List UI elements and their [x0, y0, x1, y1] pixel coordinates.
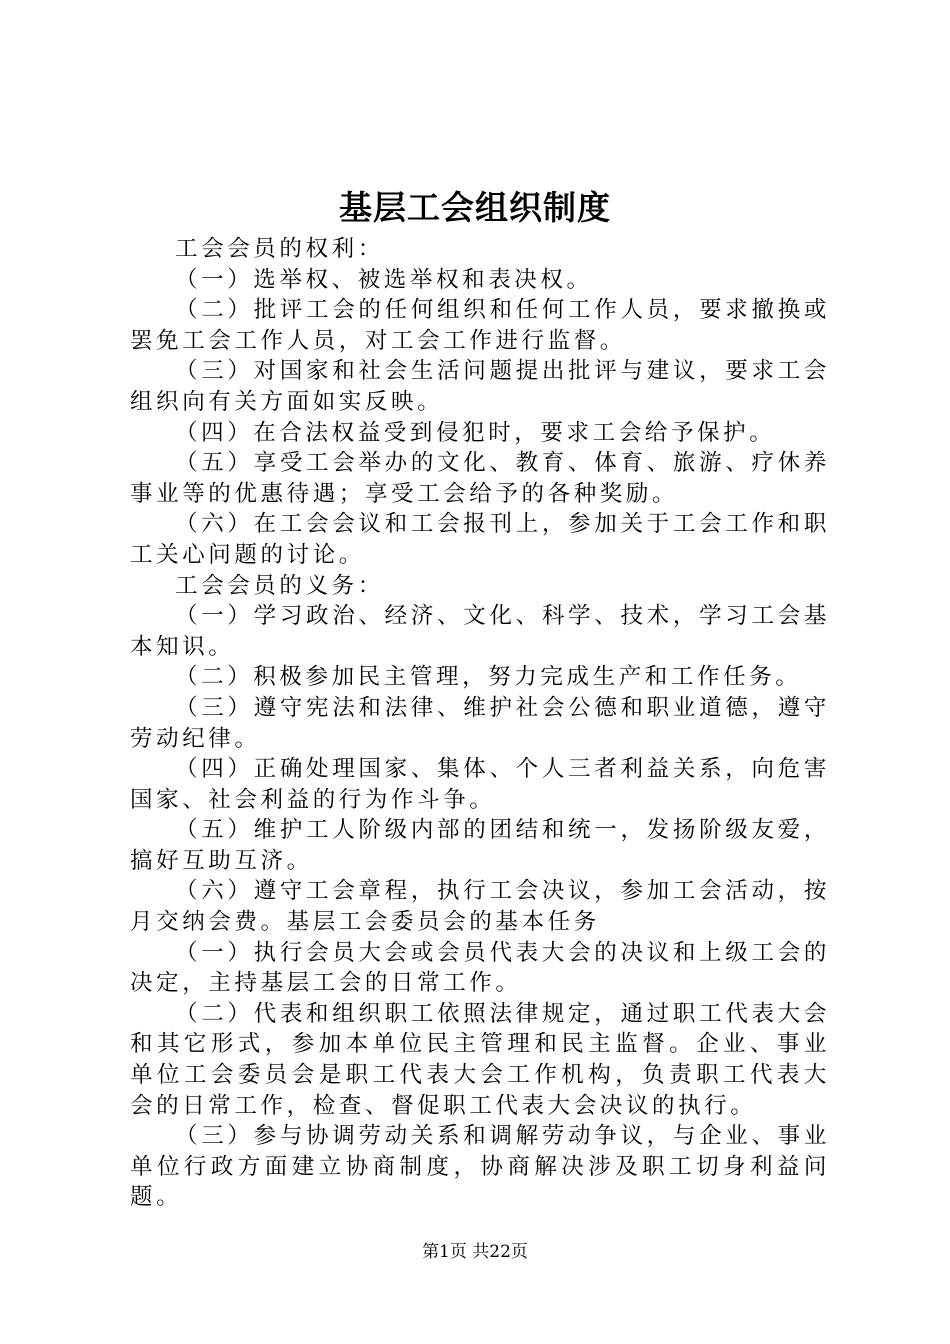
paragraph: （四）正确处理国家、集体、个人三者利益关系，向危害国家、社会利益的行为作斗争。 [130, 756, 830, 813]
paragraph: （四）在合法权益受到侵犯时，要求工会给予保护。 [175, 419, 776, 446]
paragraph: （二）积极参加民主管理，努力完成生产和工作任务。 [175, 664, 802, 691]
paragraph: （一）执行会员大会或会员代表大会的决议和上级工会的决定，主持基层工会的日常工作。 [130, 939, 830, 997]
paragraph: （三）遵守宪法和法律、维护社会公德和职业道德，遵守劳动纪律。 [130, 694, 830, 752]
page-footer: 第1页 共22页 [422, 1242, 528, 1262]
paragraph: （三）对国家和社会生活问题提出批评与建议，要求工会组织向有关方面如实反映。 [130, 358, 830, 415]
section-heading-rights: 工会会员的权利： [175, 236, 384, 262]
paragraph: （一）选举权、被选举权和表决权。 [175, 266, 593, 293]
paragraph: （五）享受工会举办的文化、教育、体育、旅游、疗休养事业等的优惠待遇；享受工会给予的各种奖励。 [130, 450, 830, 507]
paragraph: （三）参与协调劳动关系和调解劳动争议，与企业、事业单位行政方面建立协商制度，协商解决涉及职工切身利益问题。 [130, 1123, 830, 1211]
paragraph: （二）批评工会的任何组织和任何工作人员，要求撤换或罢免工会工作人员，对工会工作进行监督。 [130, 297, 830, 354]
paragraph: （五）维护工人阶级内部的团结和统一，发扬阶级友爱，搞好互助互济。 [130, 817, 830, 874]
document-body [130, 234, 830, 1213]
paragraph: （六）遵守工会章程，执行工会决议，参加工会活动，按月交纳会费。基层工会委员会的基本任务 [130, 878, 830, 936]
paragraph: （二）代表和组织职工依照法律规定，通过职工代表大会和其它形式，参加本单位民主管理和民主监督。企业、事业单位工会委员会是职工代表大会工作机构，负责职工代表大会的日常工作，检查、督促职工代表大会决议的执行。 [130, 1000, 830, 1119]
section-heading-duties: 工会会员的义务： [175, 572, 384, 599]
document-title: 基层工会组织制度 [339, 188, 611, 227]
paragraph: （一）学习政治、经济、文化、科学、技术，学习工会基本知识。 [130, 603, 830, 660]
paragraph: （六）在工会会议和工会报刊上，参加关于工会工作和职工关心问题的讨论。 [130, 511, 830, 568]
